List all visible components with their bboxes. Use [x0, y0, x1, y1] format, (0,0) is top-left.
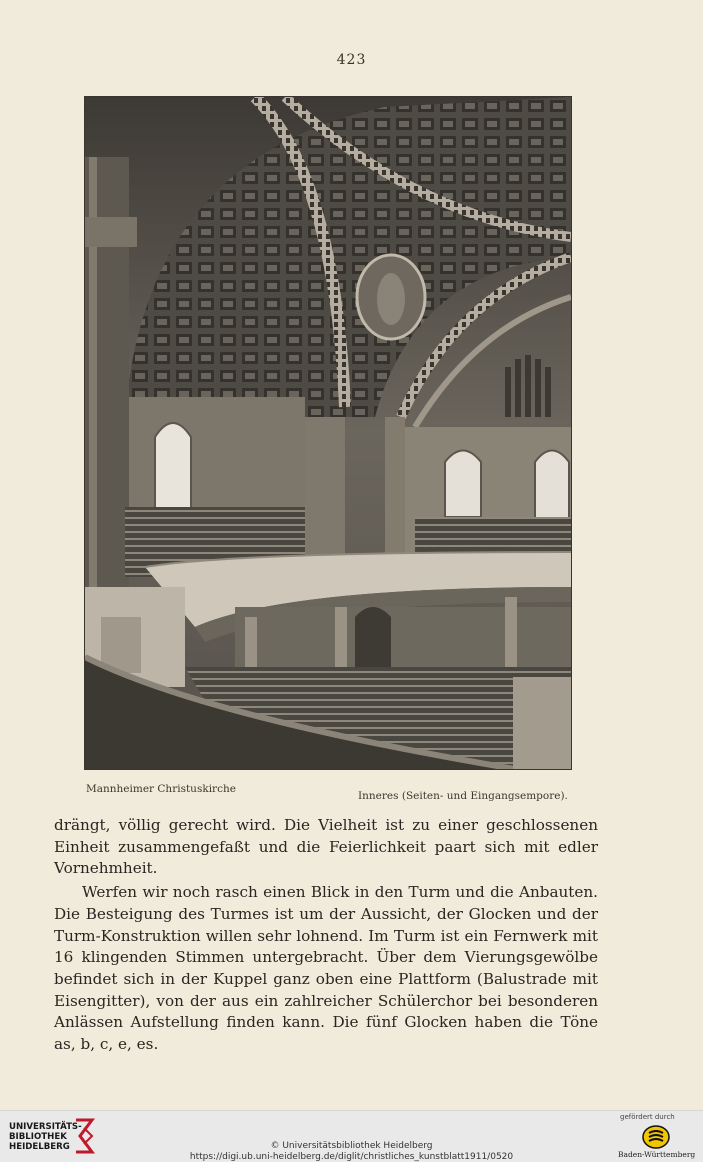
plate-caption-subtitle: Inneres (Seiten- und Eingangsempore). — [358, 790, 568, 802]
source-url-link[interactable]: https://digi.ub.uni-heidelberg.de/diglit/christliches_kunstblatt1911/0520 — [0, 1152, 703, 1162]
paragraph-2: Werfen wir noch rasch einen Blick in den Turm und die Anbauten. Die Besteigung des Turmes ist um der Aussicht, der Glocken und der Turm-Konstruktion willen sehr lohnend. Im Turm ist ein Fernwerk mit 16 klingenden Stimmen untergebracht. Über dem Vierungsgewölbe befindet sich in der Kuppel ganz oben eine Plattform (Balustrade mit Eisengitter), von der aus ein zahlreicher Schülerchor bei besonderen Anlässen Aufstellung finden kann. Die fünf Glocken haben die Töne as, b, c, e, es. — [54, 882, 598, 1056]
footer-credits — [0, 1141, 703, 1162]
body-text — [54, 815, 598, 1056]
baden-wuerttemberg-crest-icon — [641, 1124, 671, 1150]
plate-caption-title: Mannheimer Christuskirche — [86, 783, 236, 795]
library-logo-text: UNIVERSITÄTS- BIBLIOTHEK HEIDELBERG — [9, 1122, 82, 1153]
footer-bar — [0, 1110, 703, 1161]
funded-by-label: gefördert durch — [620, 1113, 675, 1121]
funder-name: Baden-Württemberg — [618, 1150, 695, 1159]
paragraph-1: drängt, völlig gerecht wird. Die Vielheit ist zu einer geschlossenen Einheit zusammengefaßt und die Feierlichkeit paart sich mit edler Vornehmheit. — [54, 815, 598, 880]
copyright-notice: © Universitätsbibliothek Heidelberg — [0, 1141, 703, 1152]
church-interior-image — [85, 97, 571, 769]
church-interior-photograph — [84, 96, 572, 770]
page-number: 423 — [0, 52, 703, 68]
